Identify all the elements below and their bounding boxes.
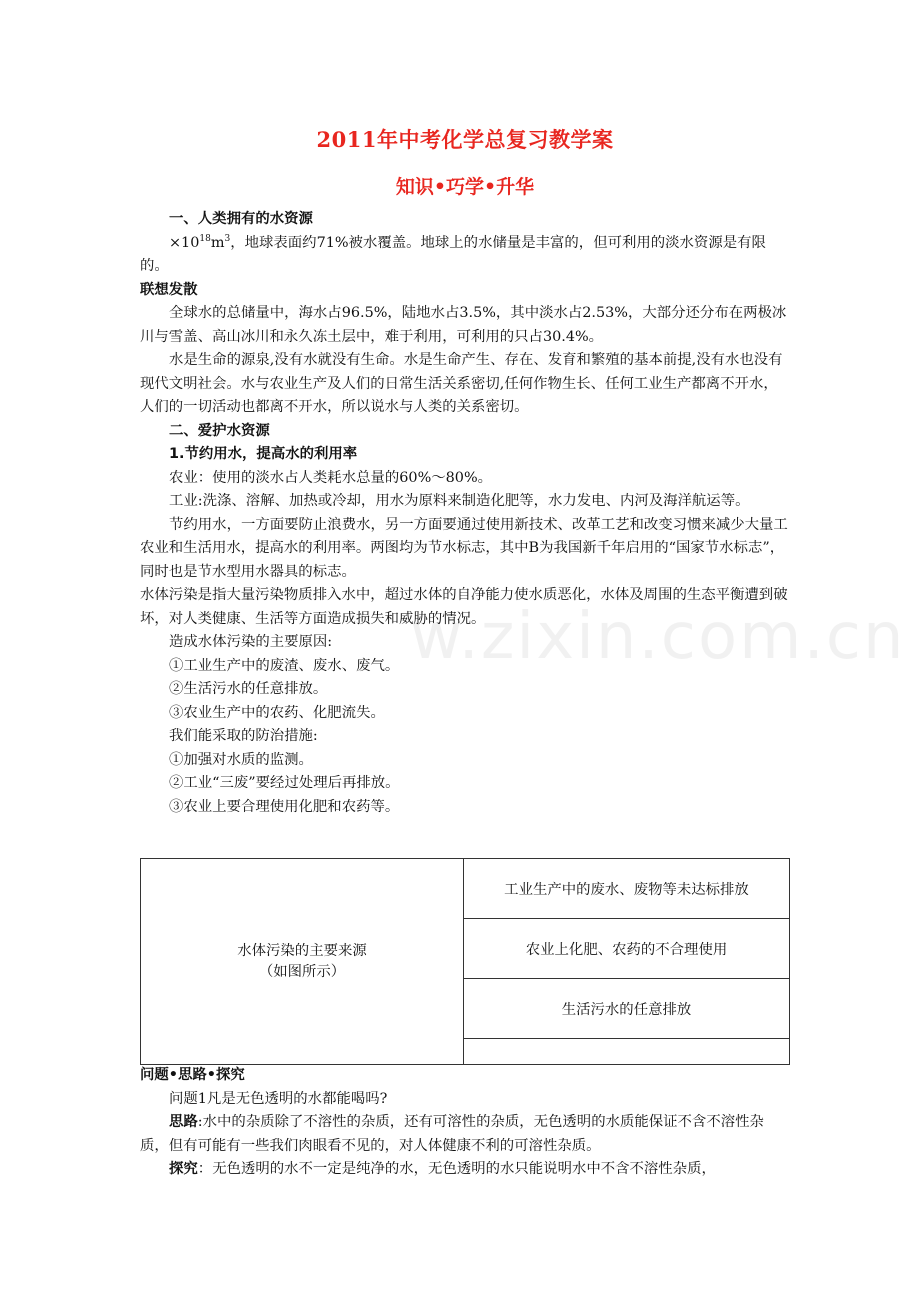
- lianxiang-heading: 联想发散: [140, 281, 198, 298]
- measure-item: ③农业上要合理使用化肥和农药等。: [169, 798, 400, 815]
- saving-text: 节约用水，一方面要防止浪费水，另一方面要通过使用新技术、改革工艺和改变习惯来减少大量工农业和生活用水，提高水的利用率。两图均为节水标志，其中B为我国新千年启用的“国家节水标志”，同时也是节水型用水器具的标志。: [140, 516, 788, 580]
- section1-rest: ，地球表面约71%被水覆盖。地球上的水储量是丰富的，但可利用的淡水资源是有限的。: [140, 234, 766, 274]
- tanjiu-text: ：无色透明的水不一定是纯净的水，无色透明的水只能说明水中不含不溶性杂质，: [197, 1161, 716, 1177]
- tanjiu-paragraph: [140, 1158, 790, 1182]
- section1-unit-sup: 3: [224, 233, 231, 244]
- agri-text: 农业：使用的淡水占人类耗水总量的60%～80%。: [169, 469, 493, 486]
- question-1: 问题1凡是无色透明的水都能喝吗?: [169, 1090, 388, 1107]
- table-row: 生活污水的任意排放: [464, 979, 790, 1039]
- lianxiang-p2: 水是生命的源泉,没有水就没有生命。水是生命产生、存在、发育和繁殖的基本前提,没有水也没有现代文明社会。水与农业生产及人们的日常生活关系密切,任何作物生长、任何工业生产都离不开水，人们的一切活动也都离不开水，所以说水与人类的关系密切。: [140, 352, 783, 415]
- pollution-def: 水体污染是指大量污染物质排入水中，超过水体的自净能力使水质恶化，水体及周围的生态平衡遭到破坏，对人类健康、生活等方面造成损失和威胁的情况。: [140, 587, 788, 627]
- table-left-line2: （如图所示）: [258, 963, 346, 980]
- section1-heading: 一、人类拥有的水资源: [169, 211, 313, 227]
- industry-text: 工业:洗涤、溶解、加热或冷却，用水为原料来制造化肥等，水力发电、内河及海洋航运等。: [169, 493, 750, 509]
- section2-sub1: 1.节约用水，提高水的利用率: [169, 446, 358, 462]
- page-title: 2011年中考化学总复习教学案: [316, 127, 614, 152]
- cause-item: ②生活污水的任意排放。: [169, 681, 328, 697]
- silu-text: :水中的杂质除了不溶性的杂质，还有可溶性的杂质，无色透明的水质能保证不含不溶性杂质，但有可能有一些我们肉眼看不见的，对人体健康不利的可溶性杂质。: [140, 1114, 764, 1154]
- measure-item: ②工业“三废”要经过处理后再排放。: [169, 775, 400, 791]
- table-left-cell: [141, 859, 464, 1065]
- measure-item: ①加强对水质的监测。: [169, 751, 313, 768]
- body-text: [140, 208, 790, 819]
- section1-sup: 18: [199, 233, 211, 244]
- lianxiang-p1: 全球水的总储量中，海水占96.5%，陆地水占3.5%，其中淡水占2.53%，大部分还分布在两极冰川与雪盖、高山冰川和永久冻土层中，难于利用，可利用的只占30.4%。: [140, 305, 787, 345]
- questions-section: [140, 1064, 790, 1182]
- causes-title: 造成水体污染的主要原因:: [169, 634, 333, 650]
- table-row: 农业上化肥、农药的不合理使用: [464, 919, 790, 979]
- table-row: [464, 1039, 790, 1065]
- section1-unit: m: [210, 234, 225, 251]
- measures-title: 我们能采取的防治措施:: [169, 728, 318, 744]
- section1-prefix: ×10: [169, 234, 200, 251]
- silu-paragraph: [140, 1111, 790, 1158]
- table-row: 工业生产中的废水、废物等未达标排放: [464, 859, 790, 919]
- questions-heading: 问题•思路•探究: [140, 1067, 245, 1083]
- cause-item: ③农业生产中的农药、化肥流失。: [169, 704, 385, 721]
- silu-label: 思路: [169, 1114, 198, 1130]
- page-subtitle: 知识•巧学•升华: [395, 176, 535, 198]
- section2-heading: 二、爱护水资源: [169, 422, 270, 439]
- pollution-source-table: [140, 858, 790, 1065]
- watermark: w.zixin.com.cn: [410, 600, 906, 674]
- cause-item: ①工业生产中的废渣、废水、废气。: [169, 657, 400, 674]
- table-left-line1: 水体污染的主要来源: [237, 942, 367, 959]
- section1-paragraph: [140, 232, 790, 279]
- tanjiu-label: 探究: [169, 1161, 198, 1177]
